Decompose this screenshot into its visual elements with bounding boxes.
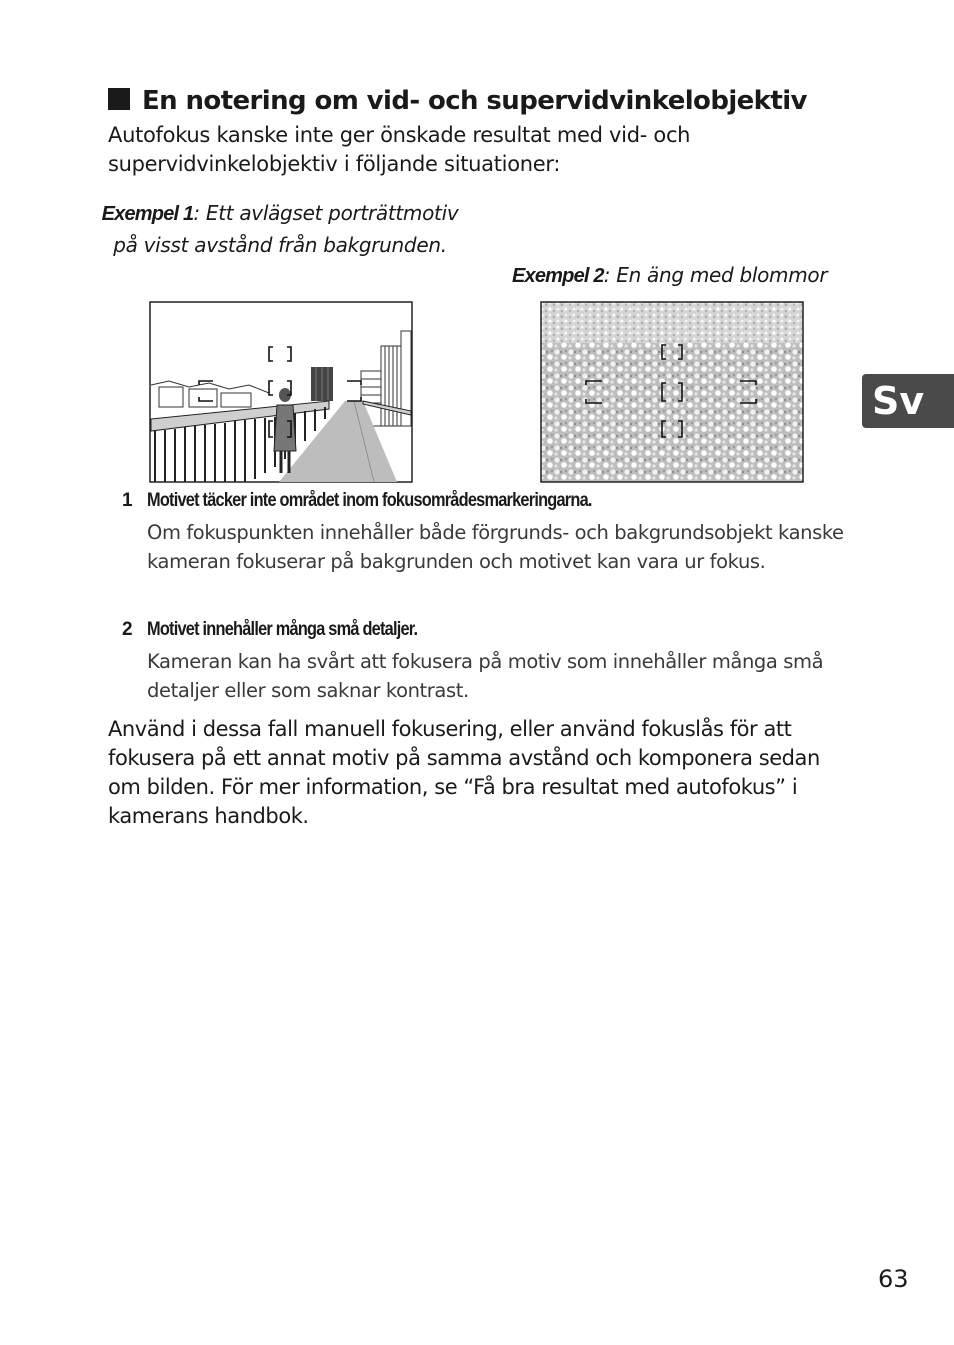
list-item-number: 2 xyxy=(122,619,133,640)
section-heading-text: En notering om vid- och supervidvinkelobjektiv xyxy=(142,86,807,116)
page-number: 63 xyxy=(878,1265,909,1293)
portrait-street-illustration xyxy=(149,301,413,483)
section-heading xyxy=(108,86,807,116)
intro-paragraph: Autofokus kanske inte ger önskade resultat med vid- och supervidvinkelobjektiv i följande situationer: xyxy=(108,123,691,176)
closing-paragraph: Använd i dessa fall manuell fokusering, eller använd fokuslås för att fokusera på ett annat motiv på samma avstånd och komponera sedan om bilden. För mer information, se “Få bra resultat med autofokus” i kamerans handbok. xyxy=(108,717,820,828)
list-item-body: Kameran kan ha svårt att fokusera på motiv som innehåller många små detaljer eller som saknar kontrast. xyxy=(147,650,824,702)
language-tab: Sv xyxy=(862,374,954,428)
example-1-caption xyxy=(100,198,460,261)
example-1-caption-text: Ett avlägset porträttmotiv på visst avstånd från bakgrunden. xyxy=(113,201,459,257)
list-item-number: 1 xyxy=(122,490,133,511)
square-bullet-icon xyxy=(108,88,130,110)
example-2-separator: : xyxy=(603,263,611,287)
list-item-body: Om fokuspunkten innehåller både förgrunds- och bakgrundsobjekt kanske kameran fokuserar på bakgrunden och motivet kan vara ur fokus. xyxy=(147,521,844,573)
example-2-caption-text: En äng med blommor xyxy=(610,263,828,287)
example-2-caption xyxy=(512,260,827,292)
example-2-label: Exempel 2 xyxy=(512,265,604,287)
list-item-title: Motivet innehåller många små detaljer. xyxy=(147,619,418,640)
list-item-title: Motivet täcker inte området inom fokusområdesmarkeringarna. xyxy=(147,490,592,511)
example-1-label: Exempel 1 xyxy=(101,203,194,225)
example-1-separator: : xyxy=(193,201,200,225)
flower-meadow-illustration xyxy=(540,301,804,483)
